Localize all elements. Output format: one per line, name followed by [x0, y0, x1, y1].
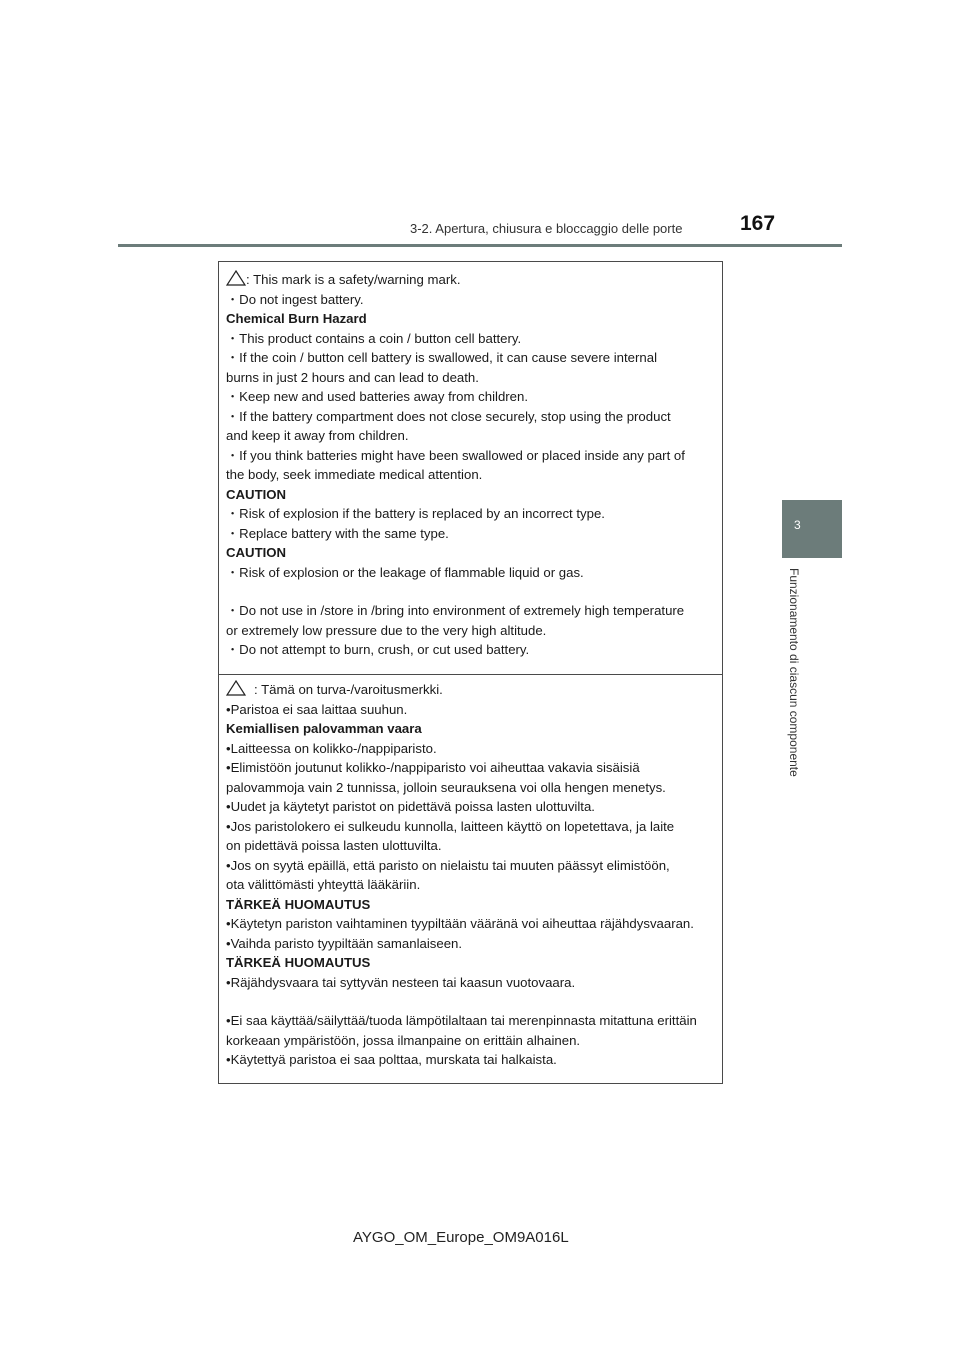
chapter-number: 3 — [794, 518, 801, 532]
paragraph-gap — [226, 992, 718, 1011]
warning-line: the body, seek immediate medical attention. — [226, 467, 483, 482]
english-warning-section — [226, 270, 714, 660]
warning-line: ・This product contains a coin / button cell battery. — [226, 330, 522, 346]
warning-line: palovammoja vain 2 tunnissa, jolloin seurauksena voi olla hengen menetys. — [226, 779, 666, 795]
warning-line: •Vaihda paristo tyypiltään samanlaiseen. — [226, 935, 463, 951]
warning-line: ・Replace battery with the same type. — [226, 525, 449, 541]
warning-heading: TÄRKEÄ HUOMAUTUS — [226, 896, 371, 912]
warning-heading: Chemical Burn Hazard — [226, 311, 367, 326]
warning-line: ・Do not attempt to burn, crush, or cut used battery. — [226, 642, 530, 657]
english-lines — [226, 290, 714, 660]
warning-line: korkeaan ympäristöön, jossa ilmanpaine on erittäin alhainen. — [226, 1032, 581, 1048]
warning-line: ・Do not use in /store in /bring into environment of extremely high temperature — [226, 603, 685, 618]
warning-heading: CAUTION — [226, 545, 287, 560]
warning-line: or extremely low pressure due to the very high altitude. — [226, 622, 547, 638]
warning-heading: CAUTION — [226, 486, 287, 502]
chapter-tab — [782, 500, 842, 558]
warning-line: ・If you think batteries might have been swallowed or placed inside any part of — [226, 447, 685, 463]
warning-line: burns in just 2 hours and can lead to death. — [226, 369, 479, 385]
warning-line: and keep it away from children. — [226, 428, 409, 443]
warning-line: •Elimistöön joutunut kolikko-/nappiparisto voi aiheuttaa vakavia sisäisiä — [226, 760, 640, 775]
finnish-mark-line — [226, 680, 718, 700]
warning-line: •Paristoa ei saa laittaa suuhun. — [226, 701, 408, 717]
page-number: 167 — [740, 212, 776, 235]
warning-line: ・If the coin / button cell battery is swallowed, it can cause severe internal — [226, 350, 658, 365]
warning-line: •Laitteessa on kolikko-/nappiparisto. — [226, 740, 437, 756]
finnish-warning-section — [226, 680, 718, 1070]
warning-triangle-icon — [226, 270, 246, 286]
section-header-text: 3-2. Apertura, chiusura e bloccaggio delle porte — [410, 221, 683, 236]
chapter-title: Funzionamento di ciascun componente — [787, 568, 801, 777]
english-mark-line — [226, 270, 714, 290]
warning-heading: Kemiallisen palovamman vaara — [226, 721, 422, 736]
warning-triangle-icon — [226, 680, 246, 696]
warning-line: ota välittömästi yhteyttä lääkäriin. — [226, 877, 421, 892]
header-rule — [118, 244, 842, 247]
finnish-mark-text: : Tämä on turva-/varoitusmerkki. — [254, 682, 443, 697]
warning-line: ・Keep new and used batteries away from children. — [226, 389, 529, 404]
finnish-lines — [226, 700, 718, 1070]
paragraph-gap — [226, 582, 714, 601]
warning-line: •Käytetyn pariston vaihtaminen tyypiltään vääränä voi aiheuttaa räjähdysvaaran. — [226, 916, 694, 931]
warning-line: •Ei saa käyttää/säilyttää/tuoda lämpötilaltaan tai merenpinnasta mitattuna erittäin — [226, 1013, 697, 1028]
english-mark-text: : This mark is a safety/warning mark. — [246, 272, 461, 287]
battery-warning-box — [218, 261, 723, 1084]
warning-line: •Räjähdysvaara tai syttyvän nesteen tai kaasun vuotovaara. — [226, 974, 576, 990]
section-divider — [219, 674, 722, 675]
warning-heading: TÄRKEÄ HUOMAUTUS — [226, 955, 371, 970]
warning-line: •Jos paristolokero ei sulkeudu kunnolla, laitteen käyttö on lopetettava, ja laite — [226, 818, 675, 834]
warning-line: ・Risk of explosion or the leakage of flammable liquid or gas. — [226, 564, 584, 580]
warning-line: ・Do not ingest battery. — [226, 291, 364, 307]
document-code: AYGO_OM_Europe_OM9A016L — [353, 1229, 569, 1246]
warning-line: •Uudet ja käytetyt paristot on pidettävä poissa lasten ulottuvilta. — [226, 799, 595, 814]
warning-line: on pidettävä poissa lasten ulottuvilta. — [226, 838, 442, 853]
warning-line: •Käytettyä paristoa ei saa polttaa, murskata tai halkaista. — [226, 1052, 557, 1067]
warning-line: •Jos on syytä epäillä, että paristo on nielaistu tai muuten päässyt elimistöön, — [226, 857, 670, 873]
warning-line: ・Risk of explosion if the battery is replaced by an incorrect type. — [226, 506, 605, 521]
warning-line: ・If the battery compartment does not close securely, stop using the product — [226, 408, 671, 424]
